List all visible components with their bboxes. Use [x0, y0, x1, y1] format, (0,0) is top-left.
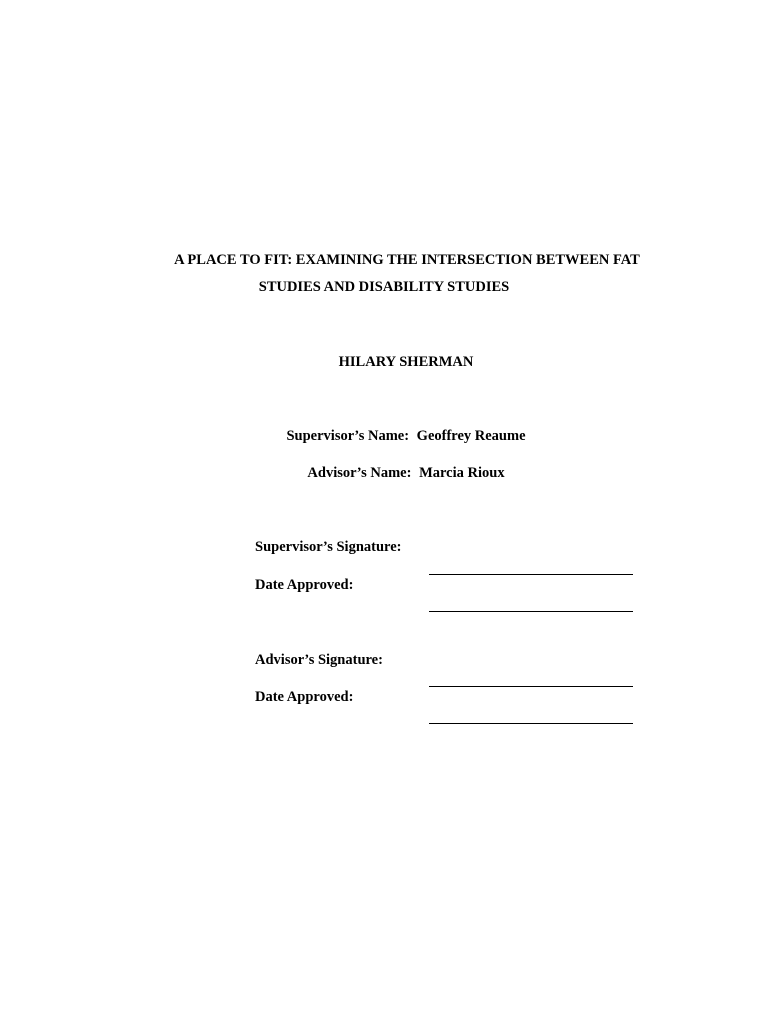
advisor-name-label: Advisor’s Name:: [307, 465, 412, 481]
advisor-date-label: Date Approved:: [255, 689, 354, 705]
advisor-signature-label: Advisor’s Signature:: [255, 652, 383, 668]
supervisor-date-line: [429, 611, 633, 612]
supervisor-name-label: Supervisor’s Name:: [286, 428, 410, 444]
advisor-date-line: [429, 723, 633, 724]
title-line-2: STUDIES AND DISABILITY STUDIES: [258, 279, 510, 295]
advisor-signature-line: [429, 686, 633, 687]
advisor-name-value: Marcia Rioux: [419, 465, 505, 481]
title-line-1: A PLACE TO FIT: EXAMINING THE INTERSECTION BETWEEN FAT: [174, 252, 640, 268]
supervisor-date-label: Date Approved:: [255, 577, 354, 593]
supervisor-name-value: Geoffrey Reaume: [416, 428, 526, 444]
supervisor-signature-line: [429, 574, 633, 575]
author-name: HILARY SHERMAN: [338, 354, 474, 370]
supervisor-name-row: [0, 427, 768, 445]
supervisor-signature-label: Supervisor’s Signature:: [255, 539, 402, 555]
advisor-name-row: [0, 464, 768, 482]
